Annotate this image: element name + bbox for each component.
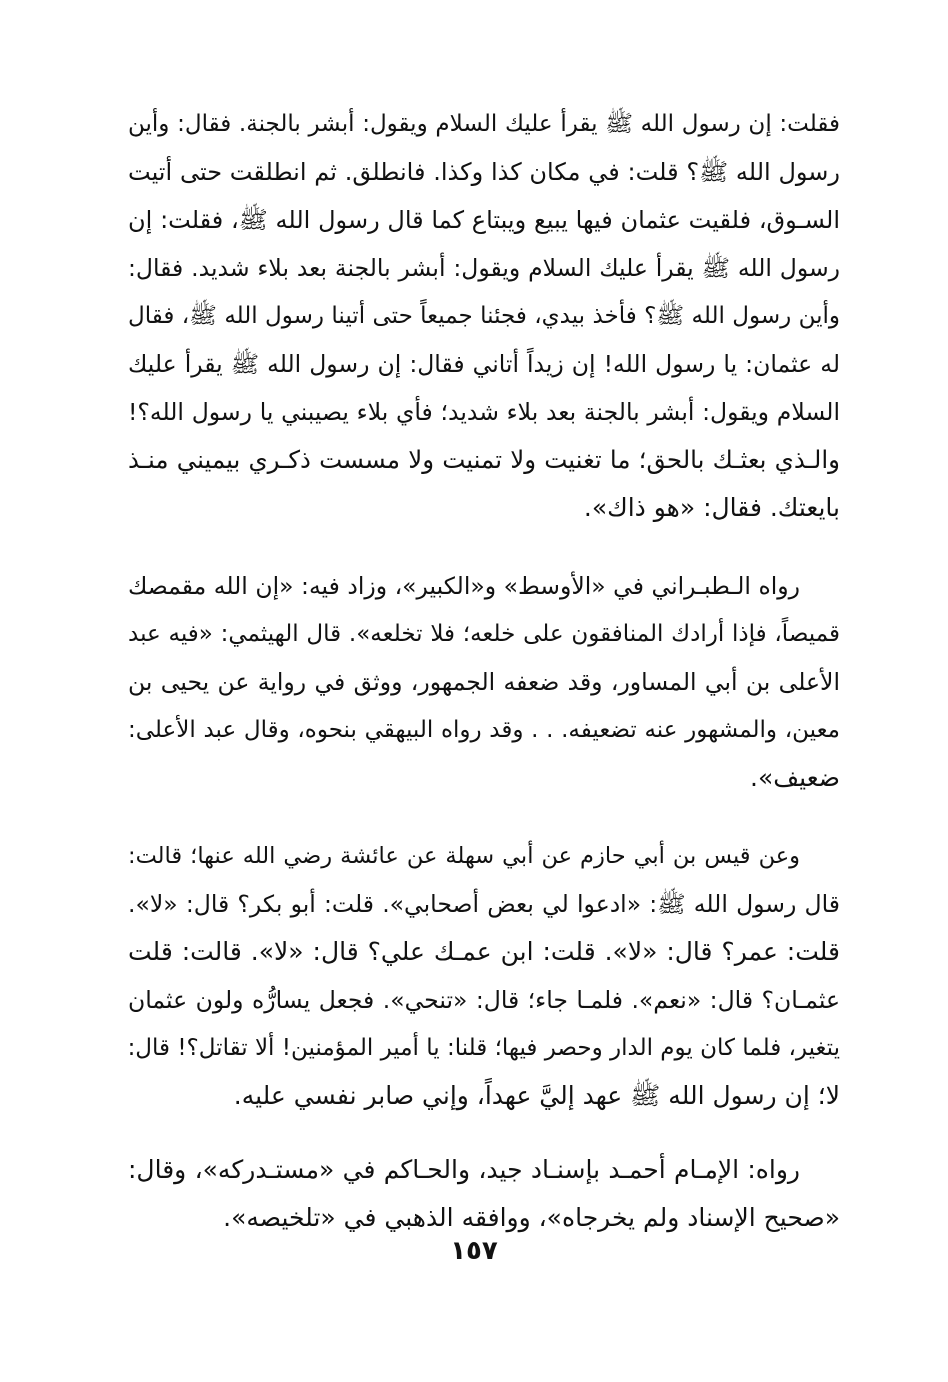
text-line: «صحيح الإسناد ولم يخرجاه»، ووافقه الذهبي في «تلخيصه». [223,1203,840,1232]
page-number: ١٥٧ [450,1236,498,1266]
text-line: وأين رسول الله ﷺ؟ فأخذ بيدي، فجئنا جميعاً حتى أتينا رسول الله ﷺ، فقال [128,303,840,329]
text-line: قميصاً، فإذا أرادك المنافقون على خلعه؛ فلا تخلعه». قال الهيثمي: «فيه عبد [128,621,840,647]
text-line: قال رسول الله ﷺ: «ادعوا لي بعض أصحابي». قلت: أبو بكر؟ قال: «لا». [128,890,840,918]
text-line: فقلت: إن رسول الله ﷺ يقرأ عليك السلام ويقول: أبشر بالجنة. فقال: وأين [128,111,840,137]
text-line: رواه: الإمـام أحمـد بإسنـاد جيد، والحـاكم في «مستـدركه»، وقال: [128,1155,800,1184]
text-line: وعن قيس بن أبي حازم عن أبي سهلة عن عائشة رضي الله عنها؛ قالت: [128,843,800,869]
text-line: قلت: عمر؟ قال: «لا». قلت: ابن عمـك علي؟ قال: «لا». قالت: قلت [128,937,840,966]
text-line: رسول الله ﷺ يقرأ عليك السلام ويقول: أبشر بالجنة بعد بلاء شديد. فقال: [128,254,840,282]
text-line: الأعلى بن أبي المساور، وقد ضعفه الجمهور، ووثق في رواية عن يحيى بن [128,668,840,696]
paragraph-takhrij-2 [128,1146,840,1242]
text-line: ضعيف». [750,763,840,792]
text-line: رسول الله ﷺ؟ قلت: في مكان كذا وكذا. فانطلق. ثم انطلقت حتى أتيت [128,158,840,186]
text-line: والـذي بعثـك بالحق؛ ما تغنيت ولا تمنيت ولا مسست ذكـري بيميني منـذ [128,445,840,474]
page-body [128,100,840,1242]
text-line: يتغير، فلما كان يوم الدار وحصر فيها؛ قلنا: يا أمير المؤمنين! ألا تقاتل؟! قال: [128,1035,840,1061]
paragraph-hadith-2 [128,832,840,1120]
text-line: بايعتك. فقال: «هو ذاك». [583,493,840,522]
text-line: السلام ويقول: أبشر بالجنة بعد بلاء شديد؛ فأي بلاء يصيبني يا رسول الله؟! [128,398,840,426]
paragraph-hadith-1 [128,100,840,532]
text-line: له عثمان: يا رسول الله! إن زيداً أتاني فقال: إن رسول الله ﷺ يقرأ عليك [128,350,840,378]
paragraph-takhrij-1 [128,562,840,802]
text-line: عثمـان؟ قال: «نعم». فلمـا جاء؛ قال: «تنحي». فجعل يسارُّه ولون عثمان [128,986,840,1014]
text-line: معين، والمشهور عنه تضعيفه. . . وقد رواه البيهقي بنحوه، وقال عبد الأعلى: [128,717,840,743]
text-line: لا؛ إن رسول الله ﷺ عهد إليَّ عهداً، وإني صابر نفسي عليه. [233,1081,840,1110]
text-line: السـوق، فلقيت عثمان فيها يبيع ويبتاع كما قال رسول الله ﷺ، فقلت: إن [128,206,840,234]
text-line: رواه الـطبـراني في «الأوسط» و«الكبير»، وزاد فيه: «إن الله مقمصك [128,572,800,600]
